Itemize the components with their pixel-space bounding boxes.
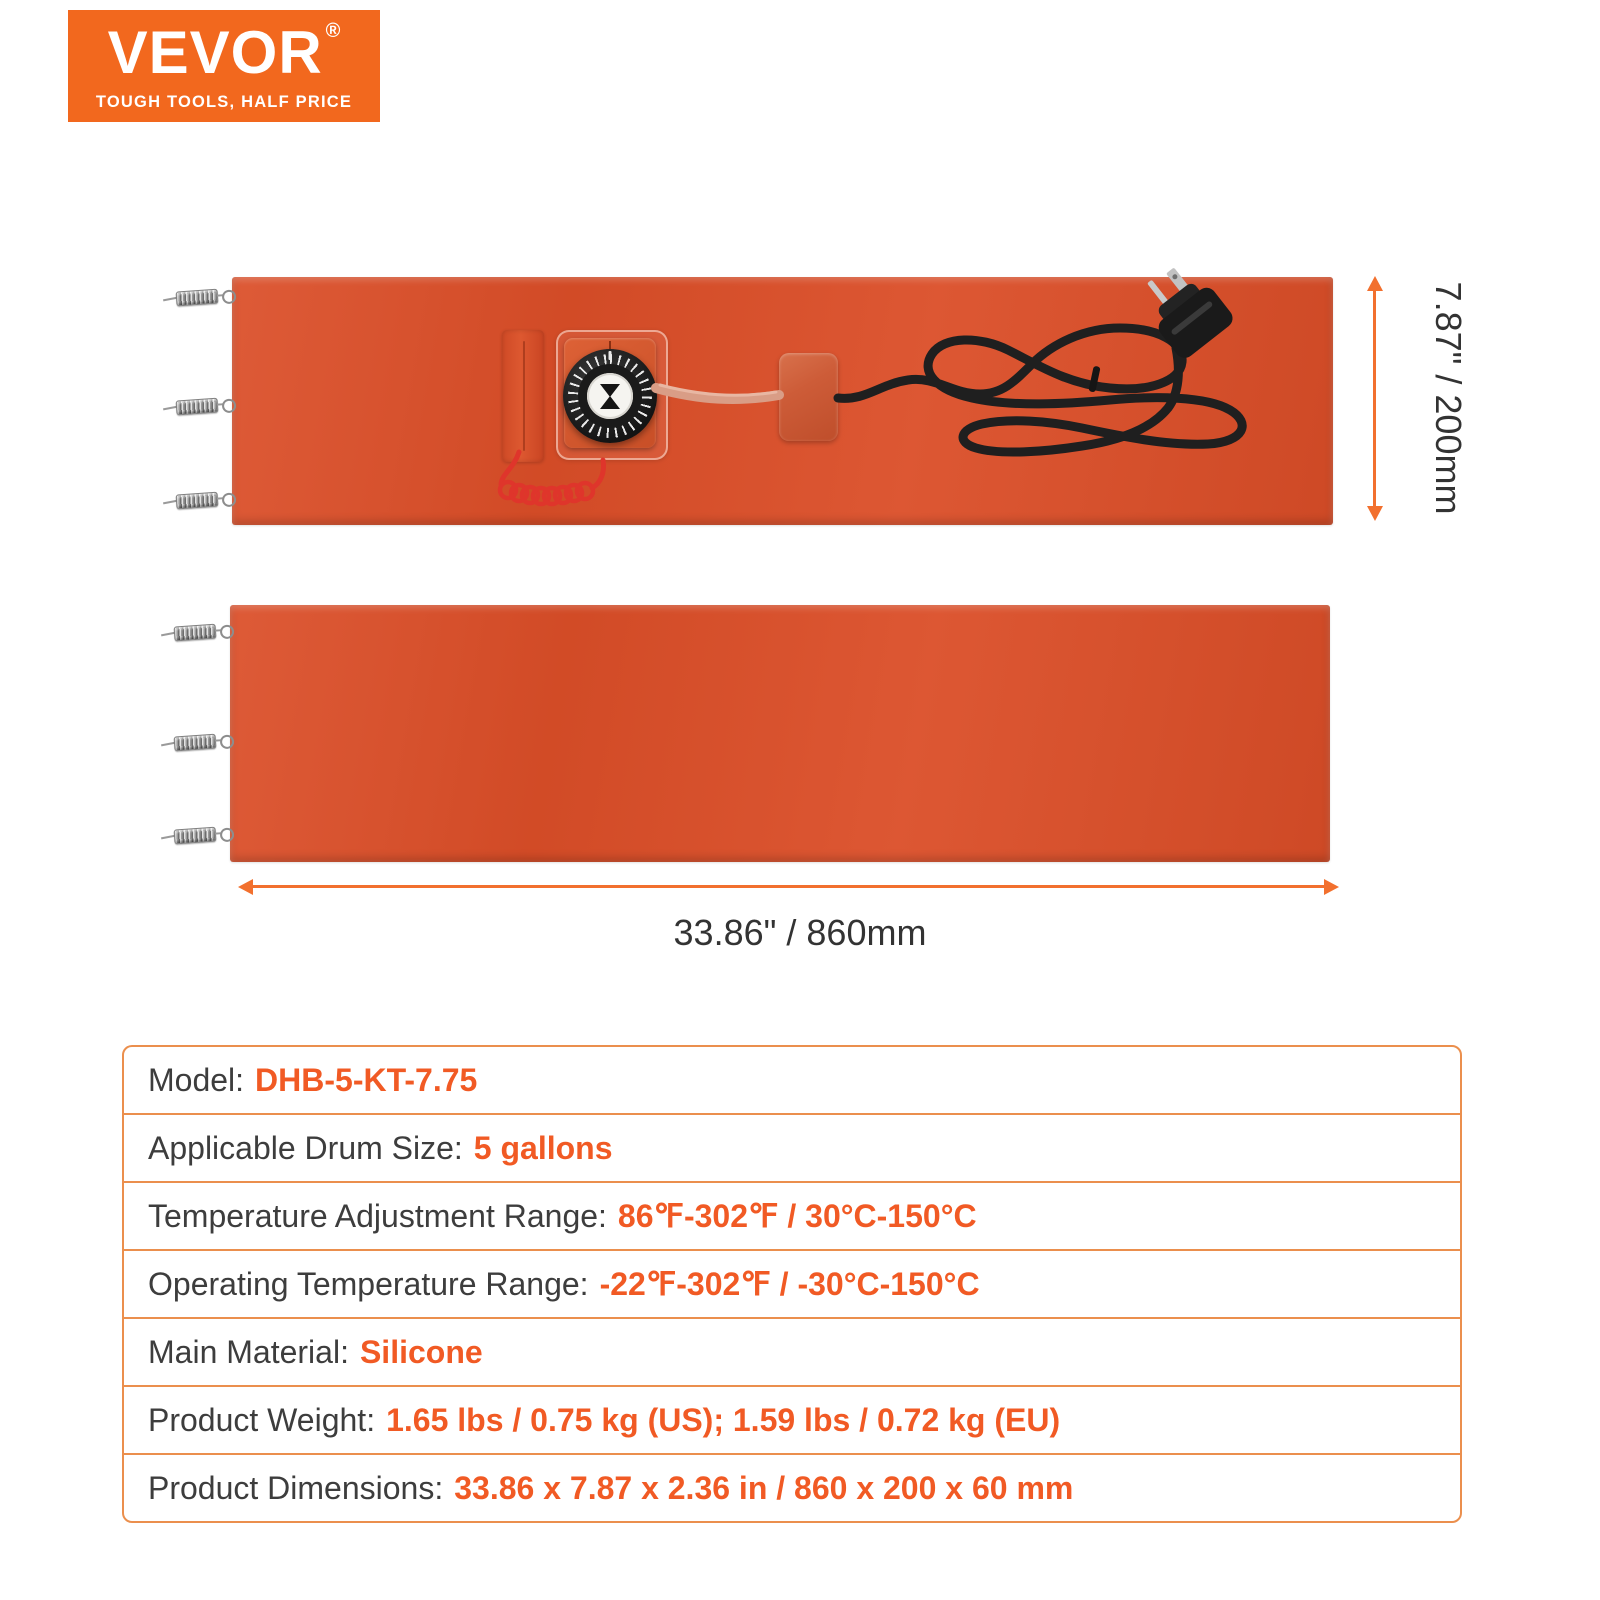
spec-value: 86℉-302℉ / 30°C-150°C <box>617 1198 977 1234</box>
height-dimension-label: 7.87" / 200mm <box>1428 281 1469 515</box>
mounting-spring-icon <box>162 286 233 309</box>
spring-coil <box>174 734 217 752</box>
spec-row-temp-adjust-range <box>124 1181 1460 1249</box>
width-dimension-line <box>252 885 1324 888</box>
vevor-logo <box>68 10 380 122</box>
spring-coil <box>176 398 219 416</box>
dial-center-knob <box>587 373 633 419</box>
height-dimension-line <box>1373 290 1376 506</box>
mounting-spring-icon <box>162 395 233 418</box>
arrow-up-icon <box>1367 276 1383 291</box>
spec-table <box>122 1045 1462 1523</box>
registered-trademark-icon: ® <box>325 19 341 42</box>
spec-row-model <box>124 1047 1460 1113</box>
spec-label: Main Material: <box>148 1333 349 1370</box>
width-dimension-label: 33.86" / 860mm <box>673 912 927 953</box>
logo-brand-row <box>107 18 341 86</box>
spring-coil <box>176 492 219 510</box>
spec-row-operating-temp-range <box>124 1249 1460 1317</box>
mounting-spring-icon <box>162 489 233 512</box>
spec-label: Operating Temperature Range: <box>148 1265 589 1302</box>
spec-row-drum-size <box>124 1113 1460 1181</box>
spec-value: 5 gallons <box>473 1129 613 1166</box>
sensor-pocket-strip <box>502 330 544 462</box>
spec-value: Silicone <box>359 1333 483 1370</box>
arrow-down-icon <box>1367 506 1383 521</box>
mounting-spring-icon <box>160 621 231 644</box>
logo-tagline: TOUGH TOOLS, HALF PRICE <box>95 92 353 111</box>
dial-index-notch <box>609 351 612 360</box>
spec-label: Model: <box>148 1061 245 1098</box>
spec-row-weight <box>124 1385 1460 1453</box>
arrow-right-icon <box>1324 879 1339 895</box>
arrow-left-icon <box>238 879 253 895</box>
spec-row-material <box>124 1317 1460 1385</box>
spring-coil <box>174 624 217 642</box>
spec-value: DHB-5-KT-7.75 <box>255 1061 478 1098</box>
mounting-spring-icon <box>160 731 231 754</box>
thermostat-dial <box>563 349 657 443</box>
spec-label: Temperature Adjustment Range: <box>148 1197 607 1234</box>
spring-coil <box>176 289 219 307</box>
logo-brand-text: VEVOR <box>107 18 323 86</box>
spec-row-dimensions <box>124 1453 1460 1521</box>
spec-value: 1.65 lbs / 0.75 kg (US); 1.59 lbs / 0.72 kg (EU) <box>386 1401 1061 1438</box>
mounting-spring-icon <box>160 824 231 847</box>
pocket-crease <box>523 341 525 452</box>
cord-junction-box <box>779 353 838 441</box>
heating-band-back <box>230 605 1330 862</box>
spec-label: Product Weight: <box>148 1401 376 1438</box>
spec-label: Product Dimensions: <box>148 1469 444 1506</box>
spec-value: 33.86 x 7.87 x 2.36 in / 860 x 200 x 60 mm <box>454 1469 1074 1506</box>
hourglass-icon-bottom <box>600 396 620 409</box>
spring-coil <box>174 827 217 845</box>
spec-value: -22℉-302℉ / -30°C-150°C <box>599 1266 980 1302</box>
spec-label: Applicable Drum Size: <box>148 1129 463 1166</box>
